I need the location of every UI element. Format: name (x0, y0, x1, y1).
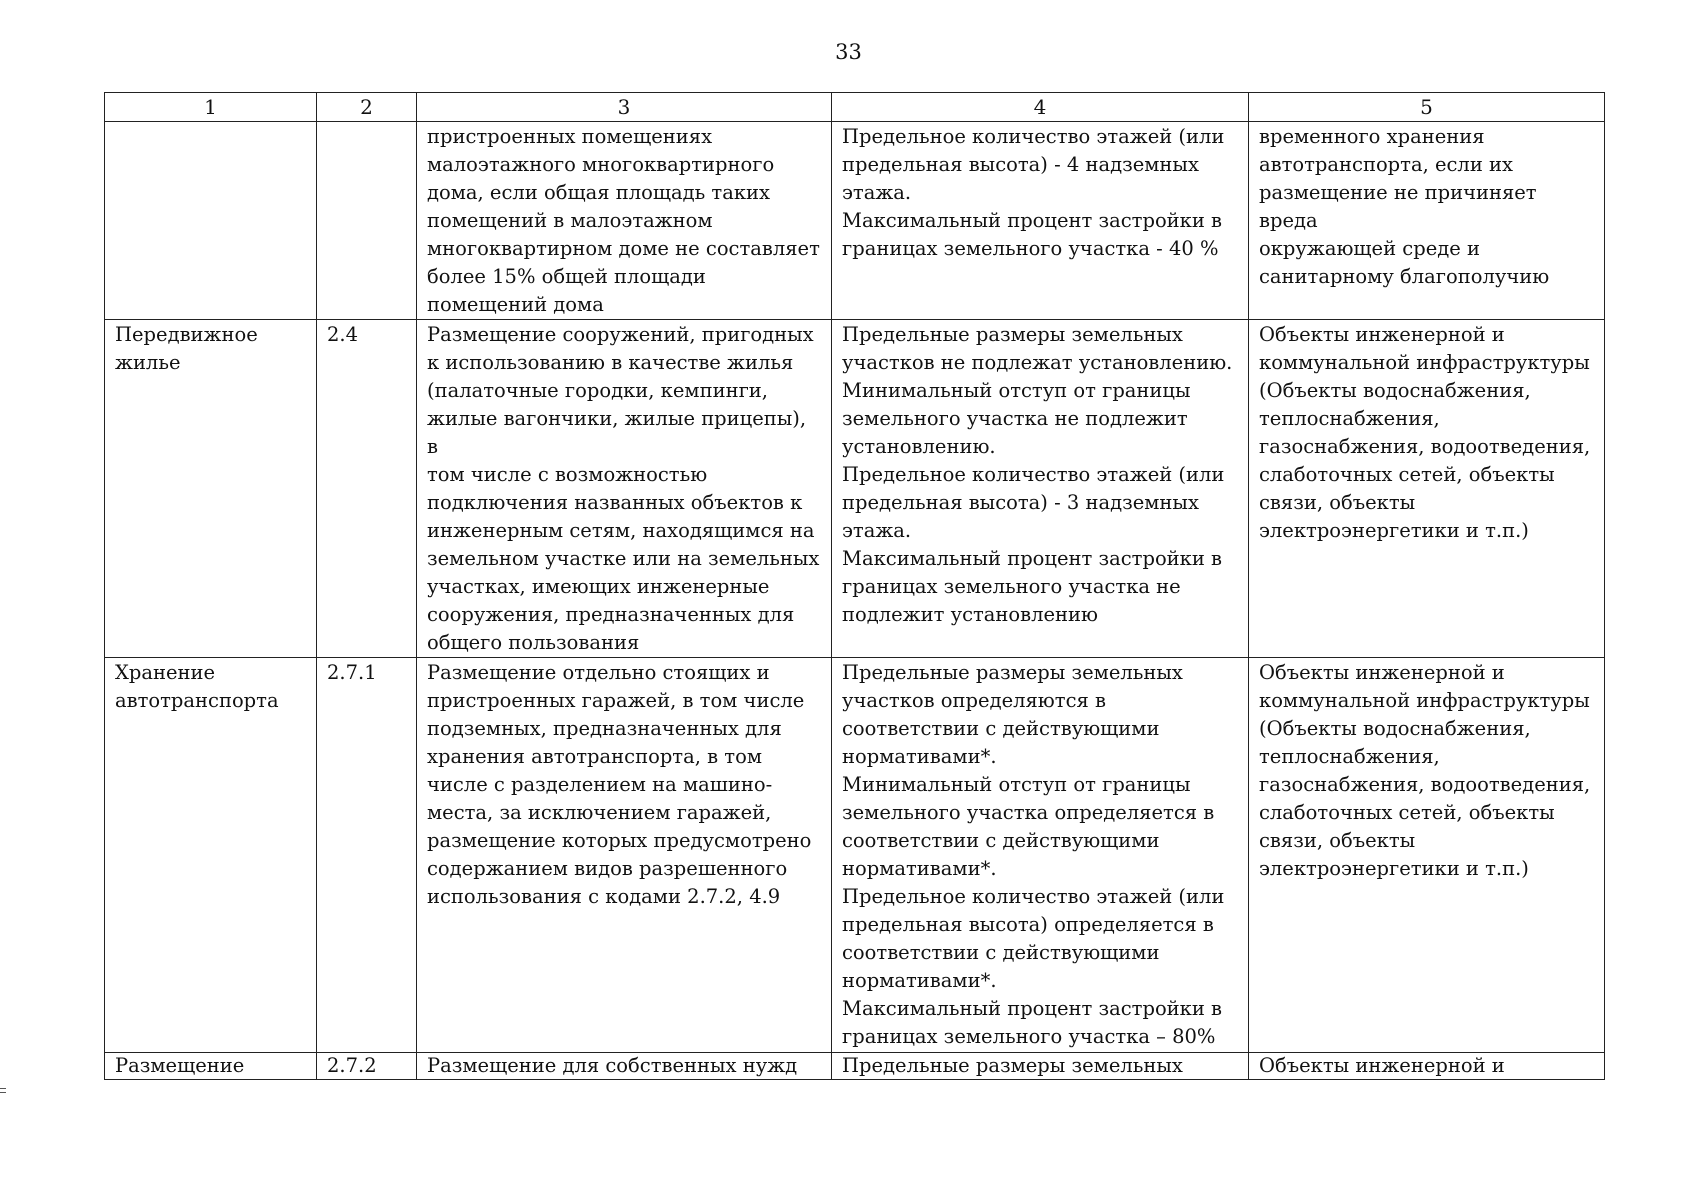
use-type-cell (105, 122, 317, 320)
parameters-cell: Предельные размеры земельных участков определяются в соответствии с действующими нормативами*. Минимальный отступ от границы земельного участка определяется в соответствии с действующими нормативами*. Предельное количество этажей (или предельная высота) определяется в соответствии с действующими нормативами*. Максимальный процент застройки в границах земельного участка – 80% (832, 658, 1249, 1053)
code-cell (317, 122, 417, 320)
auxiliary-uses-cell: Объекты инженерной и коммунальной инфраструктуры (Объекты водоснабжения, теплоснабжения, газоснабжения, водоотведения, слаботочных сетей, объекты связи, объекты электроэнергетики и т.п.) (1249, 320, 1605, 658)
code-cell: 2.7.2 (317, 1053, 417, 1080)
description-cell: пристроенных помещениях малоэтажного многоквартирного дома, если общая площадь таких помещений в малоэтажном многоквартирном доме не составляет более 15% общей площади помещений дома (417, 122, 832, 320)
column-header: 1 (105, 93, 317, 122)
auxiliary-uses-cell: Объекты инженерной и (1249, 1053, 1605, 1080)
page-number: 33 (835, 40, 862, 64)
code-cell: 2.4 (317, 320, 417, 658)
description-cell: Размещение для собственных нужд (417, 1053, 832, 1080)
parameters-cell: Предельные размеры земельных участков не подлежат установлению. Минимальный отступ от границы земельного участка не подлежит установлению. Предельное количество этажей (или предельная высота) - 3 надземных этажа. Максимальный процент застройки в границах земельного участка не подлежит установлению (832, 320, 1249, 658)
use-type-cell: Хранение автотранспорта (105, 658, 317, 1053)
table-row (105, 1053, 1605, 1080)
parameters-cell: Предельные размеры земельных (832, 1053, 1249, 1080)
use-type-cell: Передвижное жилье (105, 320, 317, 658)
column-header: 4 (832, 93, 1249, 122)
description-cell: Размещение сооружений, пригодных к использованию в качестве жилья (палаточные городки, кемпинги, жилые вагончики, жилые прицепы), в том числе с возможностью подключения названных объектов к инженерным сетям, находящимся на земельном участке или на земельных участках, имеющих инженерные сооружения, предназначенных для общего пользования (417, 320, 832, 658)
description-cell: Размещение отдельно стоящих и пристроенных гаражей, в том числе подземных, предназначенных для хранения автотранспорта, в том числе с разделением на машино- места, за исключением гаражей, размещение которых предусмотрено содержанием видов разрешенного использования с кодами 2.7.2, 4.9 (417, 658, 832, 1053)
table-row (105, 122, 1605, 320)
column-header: 2 (317, 93, 417, 122)
auxiliary-uses-cell: временного хранения автотранспорта, если их размещение не причиняет вреда окружающей среде и санитарному благополучию (1249, 122, 1605, 320)
scan-margin-mark (0, 1092, 6, 1093)
zoning-table (104, 92, 1605, 1080)
table-header-row (105, 93, 1605, 122)
table-row (105, 320, 1605, 658)
scan-margin-mark (0, 1088, 6, 1089)
column-header: 3 (417, 93, 832, 122)
use-type-cell: Размещение (105, 1053, 317, 1080)
code-cell: 2.7.1 (317, 658, 417, 1053)
auxiliary-uses-cell: Объекты инженерной и коммунальной инфраструктуры (Объекты водоснабжения, теплоснабжения, газоснабжения, водоотведения, слаботочных сетей, объекты связи, объекты электроэнергетики и т.п.) (1249, 658, 1605, 1053)
parameters-cell: Предельное количество этажей (или предельная высота) - 4 надземных этажа. Максимальный процент застройки в границах земельного участка - 40 % (832, 122, 1249, 320)
column-header: 5 (1249, 93, 1605, 122)
table-row (105, 658, 1605, 1053)
